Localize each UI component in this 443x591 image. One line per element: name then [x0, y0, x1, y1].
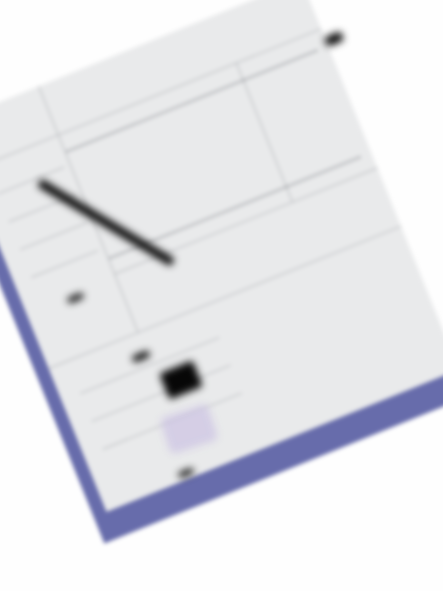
header-divider — [0, 28, 321, 171]
middle-row-divider — [114, 167, 378, 274]
field-line-4 — [31, 250, 98, 278]
field-line-3 — [20, 222, 87, 250]
lower-row-divider — [48, 226, 401, 369]
perforation-line-top — [66, 50, 317, 153]
right-column-divider — [236, 62, 293, 201]
